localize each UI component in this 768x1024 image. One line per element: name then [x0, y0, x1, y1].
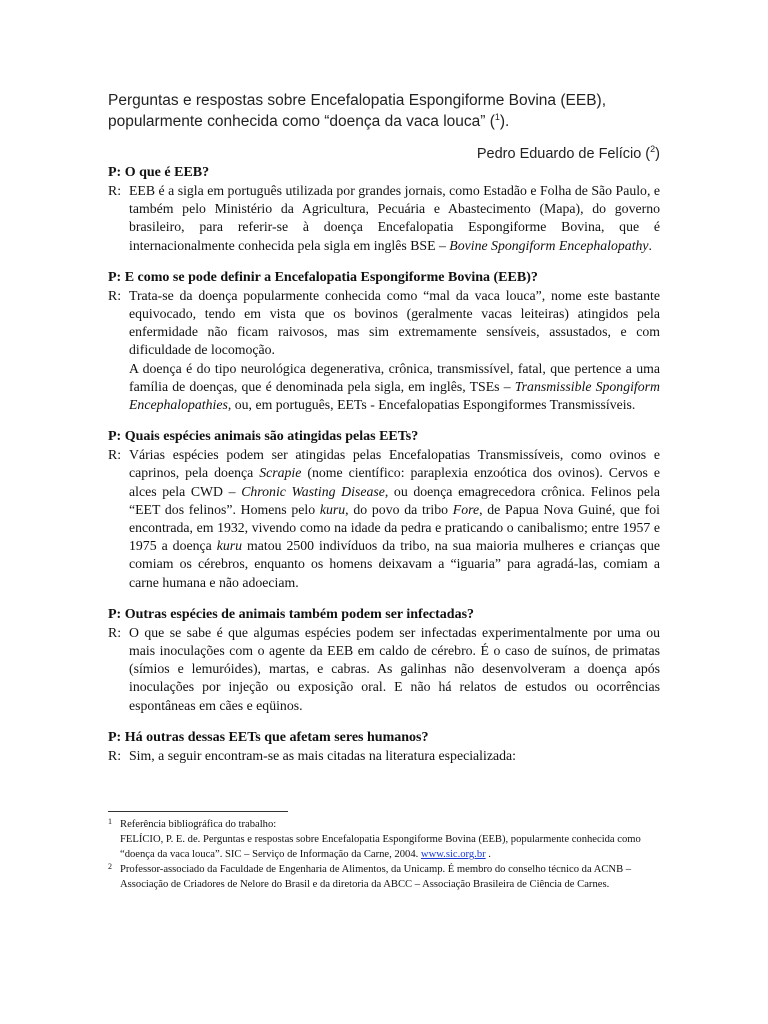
- answer-paragraph: [129, 182, 660, 255]
- footnotes: [108, 817, 660, 892]
- answer-italic: Transmissible Spongiform Encephalopathies: [129, 378, 660, 413]
- footnote-text: FELÍCIO, P. E. de. Perguntas e respostas sobre Encefalopatia Espongiforme Bovina (EEB), popularmente conhecida como “doença da vaca louca”. SIC – Serviço de Informação da Carne, 2004.: [120, 834, 641, 860]
- answer-label: R:: [108, 287, 122, 303]
- answer-text: , do povo da tribo: [345, 501, 453, 517]
- question: P: O que é EEB?: [108, 165, 210, 180]
- question: P: E como se pode definir a Encefalopatia Espongiforme Bovina (EEB)?: [108, 269, 538, 285]
- answer: [108, 624, 660, 715]
- qa-item: [108, 729, 660, 765]
- author-text: Pedro Eduardo de Felício (: [476, 146, 651, 162]
- answer-text: , ou, em português, EETs - Encefalopatias Espongiformes Transmissíveis.: [227, 397, 636, 413]
- qa-section: [108, 164, 660, 779]
- question: P: Outras espécies de animais também podem ser infectadas?: [108, 606, 475, 622]
- answer-paragraph: Trata-se da doença popularmente conhecida como “mal da vaca louca”, nome este bastante equivocado, tendo em vista que os bovinos (geralmente vacas leiteiras) atingidos pela enfermidade não ficam raivosos, mas sim extremamente sensíveis, assustados, e com dificuldade de locomoção.: [129, 287, 660, 358]
- question: P: Há outras dessas EETs que afetam seres humanos?: [108, 729, 429, 745]
- footnote-text: .: [485, 849, 491, 860]
- title-line-2-text: popularmente conhecida como “doença da vaca louca” (: [108, 113, 495, 130]
- answer-italic: Bovine Spongiform Encephalopathy: [449, 237, 649, 253]
- footnote-citation: [120, 832, 660, 862]
- answer-paragraph: O que se sabe é que algumas espécies podem ser infectadas experimentalmente por uma ou mais inoculações com o agente da EEB em caldo de cérebro. É o caso de suínos, de primatas (símios e lemuróides), martas, e cabras. As galinhas não desenvolveram a doença após inoculações por injeção ou exposição oral. E não há relatos de estudos ou ocorrências espontâneas em cães e eqüinos.: [129, 624, 660, 713]
- footnote-ref-1[interactable]: 1: [494, 111, 500, 122]
- answer-text: matou 2500 indivíduos da tribo, na sua maioria mulheres e crianças que comiam os cérebros, enquanto os homens deixavam a “iguaria” para agradá-las, comiam a carne humana e não adoeciam.: [129, 538, 660, 590]
- answer: [108, 446, 660, 592]
- answer-text: A doença é do tipo neurológica degenerativa, crônica, transmissível, fatal, que pertence a uma família de doenças, que é denominada pela sigla, em inglês, TSEs –: [129, 360, 660, 394]
- footnote-1: [108, 817, 660, 862]
- sic-link[interactable]: www.sic.org.br: [420, 849, 486, 860]
- question: P: Quais espécies animais são atingidas pelas EETs?: [108, 429, 419, 445]
- answer-italic: Scrapie: [259, 465, 302, 481]
- answer-italic: kuru: [319, 501, 346, 517]
- qa-item: [108, 269, 660, 414]
- answer-label: R:: [108, 183, 122, 198]
- answer: [108, 747, 660, 765]
- footnote-2: [108, 862, 660, 892]
- answer-italic: Chronic Wasting Disease: [241, 483, 385, 499]
- answer-text: , de Papua Nova Guiné, que foi encontrada, em 1932, vivendo como na idade da pedra e praticando o canibalismo; entre 1957 e 1975 a doença: [129, 501, 660, 554]
- author-close: ): [655, 146, 660, 162]
- answer-text: EEB é a sigla em português utilizada por grandes jornais, como Estadão e Folha de São Paulo, e também pelo Ministério da Agricultura, Pecuária e Abastecimento (Mapa), do governo brasileiro, para referir-se à doença Encefalopatia Espongiforme Bovina, que é internacionalmente conhecida pela sigla em inglês BSE –: [129, 183, 660, 253]
- footnote-divider: [108, 811, 288, 812]
- answer-text: , ou doença emagrecedora crônica. Felinos pela “EET dos felinos”. Homens pelo: [129, 483, 661, 517]
- document-title: [108, 90, 668, 132]
- answer-label: R:: [108, 447, 122, 463]
- answer-italic: kuru: [216, 538, 243, 554]
- answer-text: Várias espécies podem ser atingidas pelas Encefalopatias Transmissíveis, como ovinos e caprinos, pela doença: [129, 447, 660, 481]
- qa-item: [108, 606, 660, 715]
- answer-italic: Fore: [452, 501, 480, 517]
- answer-paragraph: [129, 360, 660, 415]
- footnote-number: 2: [108, 862, 112, 871]
- title-line-1: Perguntas e respostas sobre Encefalopatia Espongiforme Bovina (EEB),: [108, 92, 606, 109]
- author-name: [477, 146, 660, 162]
- answer-paragraph: [129, 446, 660, 592]
- footnote-text: Professor-associado da Faculdade de Engenharia de Alimentos, da Unicamp. É membro do conselho técnico da ACNB – Associação de Criadores de Nelore do Brasil e da diretoria da ABCC – Associação Brasileira de Ciência de Carnes.: [120, 864, 632, 890]
- qa-item: [108, 164, 660, 255]
- title-line-2-end: ).: [499, 113, 510, 130]
- answer-label: R:: [108, 624, 122, 640]
- footnote-text: Referência bibliográfica do trabalho:: [120, 819, 277, 830]
- footnote-ref-2[interactable]: 2: [650, 144, 656, 155]
- answer: [108, 287, 660, 414]
- answer-text: (nome científico: paraplexia enzoótica dos ovinos). Cervos e alces pela CWD –: [129, 465, 660, 499]
- title-line-2: [108, 111, 668, 132]
- footnote-number: 1: [108, 817, 112, 826]
- answer: [108, 182, 660, 255]
- answer-text: .: [648, 237, 652, 253]
- answer-label: R:: [108, 747, 122, 763]
- answer-paragraph: Sim, a seguir encontram-se as mais citadas na literatura especializada:: [129, 747, 516, 763]
- qa-item: [108, 428, 660, 592]
